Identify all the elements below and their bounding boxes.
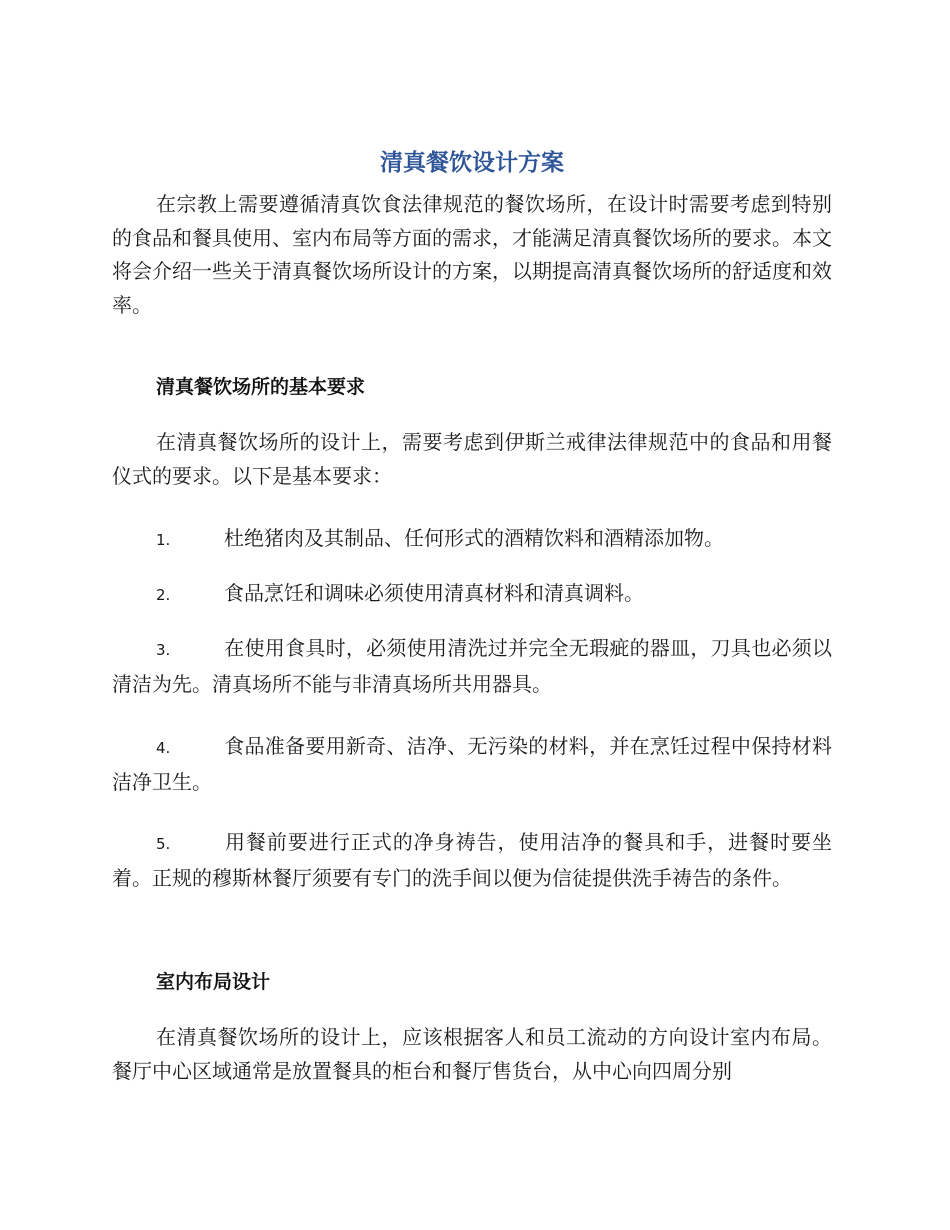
document-title: 清真餐饮设计方案 [380, 150, 564, 176]
list-item [112, 577, 832, 613]
list-item [112, 632, 832, 701]
list-item-number: 5. [156, 835, 171, 853]
section-heading-requirements: 清真餐饮场所的基本要求 [156, 376, 366, 398]
list-item [112, 522, 832, 558]
list-item-number: 4. [156, 739, 171, 757]
list-item [112, 826, 832, 895]
list-item-number: 2. [156, 586, 171, 604]
list-item-text: 食品准备要用新奇、洁净、无污染的材料，并在烹饪过程中保持材料洁净卫生。 [112, 734, 832, 794]
intro-paragraph: 在宗教上需要遵循清真饮食法律规范的餐饮场所，在设计时需要考虑到特别的食品和餐具使用、室内布局等方面的需求，才能满足清真餐饮场所的要求。本文将会介绍一些关于清真餐饮场所设计的方案，以期提高清真餐饮场所的舒适度和效率。 [112, 192, 832, 317]
list-item-text: 食品烹饪和调味必须使用清真材料和清真调料。 [224, 581, 644, 605]
list-item-text: 用餐前要进行正式的净身祷告，使用洁净的餐具和手，进餐时要坐着。正规的穆斯林餐厅须要有专门的洗手间以便为信徒提供洗手祷告的条件。 [112, 830, 832, 890]
list-item-text: 杜绝猪肉及其制品、任何形式的酒精饮料和酒精添加物。 [224, 526, 724, 550]
section-heading-layout: 室内布局设计 [156, 971, 271, 993]
layout-intro-paragraph: 在清真餐饮场所的设计上，应该根据客人和员工流动的方向设计室内布局。餐厅中心区域通常是放置餐具的柜台和餐厅售货台，从中心向四周分别 [112, 1025, 832, 1083]
list-item-number: 3. [156, 641, 171, 659]
list-item-number: 1. [156, 531, 171, 549]
list-item-text: 在使用食具时，必须使用清洗过并完全无瑕疵的器皿，刀具也必须以清洁为先。清真场所不能与非清真场所共用器具。 [112, 636, 832, 696]
list-item [112, 730, 832, 799]
requirements-intro-paragraph: 在清真餐饮场所的设计上，需要考虑到伊斯兰戒律法律规范中的食品和用餐仪式的要求。以下是基本要求： [112, 430, 832, 488]
